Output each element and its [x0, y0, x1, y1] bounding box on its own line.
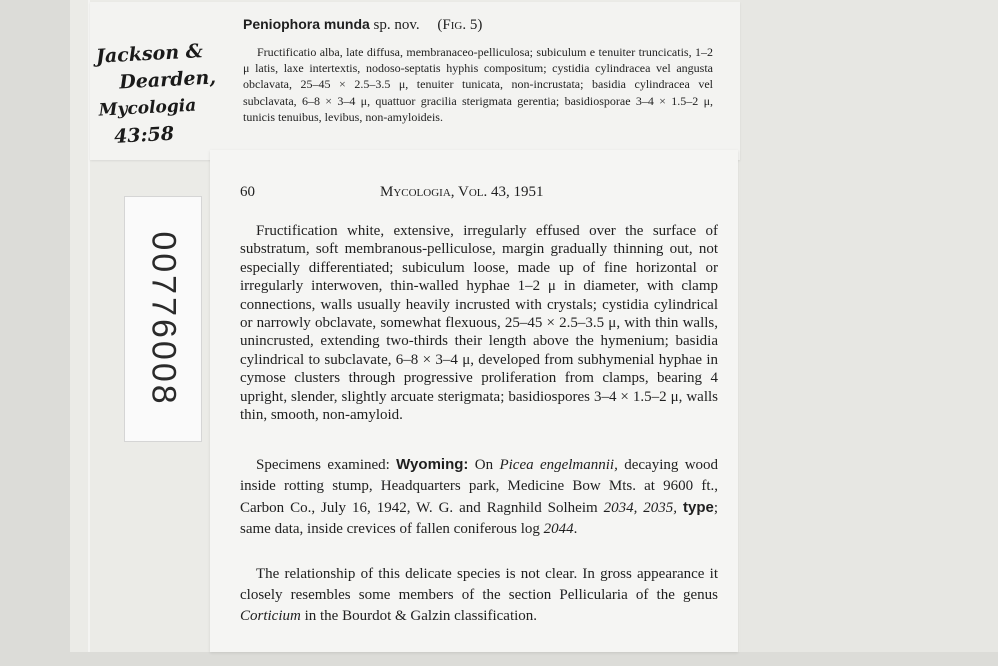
barcode-number: 00776008: [144, 231, 183, 407]
specimens-text-2: ; same data, inside crevices of fallen coniferous log: [240, 500, 719, 537]
specimens-state: Wyoming:: [396, 456, 469, 473]
description-paragraph: Fructification white, extensive, irregularly effused over the surface of substratum, soft membranous-pelliculose, margin gradually thinning out, not especially differentiated; subiculum loose, made up of fine horizontal or irregularly interwoven, thin-walled hyphae 1–2 μ in diameter, with clamp connections, walls usually heavily incrusted with crystals; cystidia cylindrical or narrowly obclavate, somewhat flexuous, 25–45 × 2.5–3.5 μ, with thin walls, unincrusted, extending two-thirds their length above the hymenium; basidia cylindrical to subclavate, 6–8 × 3–4 μ, developed from subhymenial hyphae in cymose clusters through progressive proliferation from clamps, bearing 4 upright, slender, slightly arcuate sterigmata; basidiospores 3–4 × 1.5–2 μ, walls thin, smooth, non-amyloid.: [240, 223, 718, 424]
bottom-strip: [0, 652, 998, 666]
relationship-text-2: in the Bourdot & Galzin classification.: [304, 608, 538, 624]
specimens-end: .: [573, 521, 578, 537]
handwritten-line: Jackson &: [95, 40, 204, 68]
relationship-text: The relationship of this delicate species is not clear. In gross appearance it closely resembles some members of the section Pellicularia of the genus: [240, 566, 718, 603]
relationship-paragraph: [240, 564, 718, 627]
species-status: sp. nov.: [373, 17, 420, 33]
species-title: [243, 16, 482, 34]
type-label: type: [683, 499, 714, 516]
sheet-left-margin: [0, 0, 70, 666]
journal-header: Mycologia, Vol. 43, 1951: [380, 184, 544, 200]
sheet-right-panel: [740, 0, 998, 666]
handwritten-line: Dearden,: [118, 66, 217, 94]
barcode-label: [124, 196, 202, 442]
log-number: 2044: [543, 521, 574, 537]
figure-ref: (Fig. 5): [437, 17, 483, 33]
specimens-on: On: [474, 457, 494, 473]
collection-numbers: 2034, 2035,: [603, 500, 678, 516]
latin-description: Fructificatio alba, late diffusa, membranaceo-pelliculosa; subiculum e tenuiter truncicatis, 1–2 μ latis, laxe intertextis, nodoso-septatis hyphis compositum; cystidia cylindracea vel angusta obclavata, 25–45 × 2.5–3.5 μ, tenuiter tunicata, non-incrustata; basidia cylindracea vel subclavata, 6–8 × 3–4 μ, quattuor gracilia sterigmata gerentia; basidiosporae 3–4 × 1.5–2 μ, tunicis tenuibus, levibus, non-amyloideis.: [243, 45, 713, 124]
main-clipping: [210, 150, 738, 652]
species-name: Peniophora munda: [243, 16, 370, 32]
handwritten-line: 43:58: [113, 122, 175, 148]
handwritten-line: Mycologia: [98, 95, 197, 121]
specimens-paragraph: [240, 454, 718, 540]
specimens-text: decaying wood inside rotting stump, Headquarters park, Medicine Bow Mts. at 9600 ft., Carbon Co., July 16, 1942, W. G. and Ragnhild Solheim: [240, 457, 719, 516]
genus-name: Corticium: [240, 608, 301, 624]
host-name: Picea engelmannii,: [499, 457, 618, 473]
specimens-lead: Specimens examined:: [256, 457, 390, 473]
handwritten-note: [95, 36, 240, 151]
page-number: 60: [240, 184, 255, 200]
